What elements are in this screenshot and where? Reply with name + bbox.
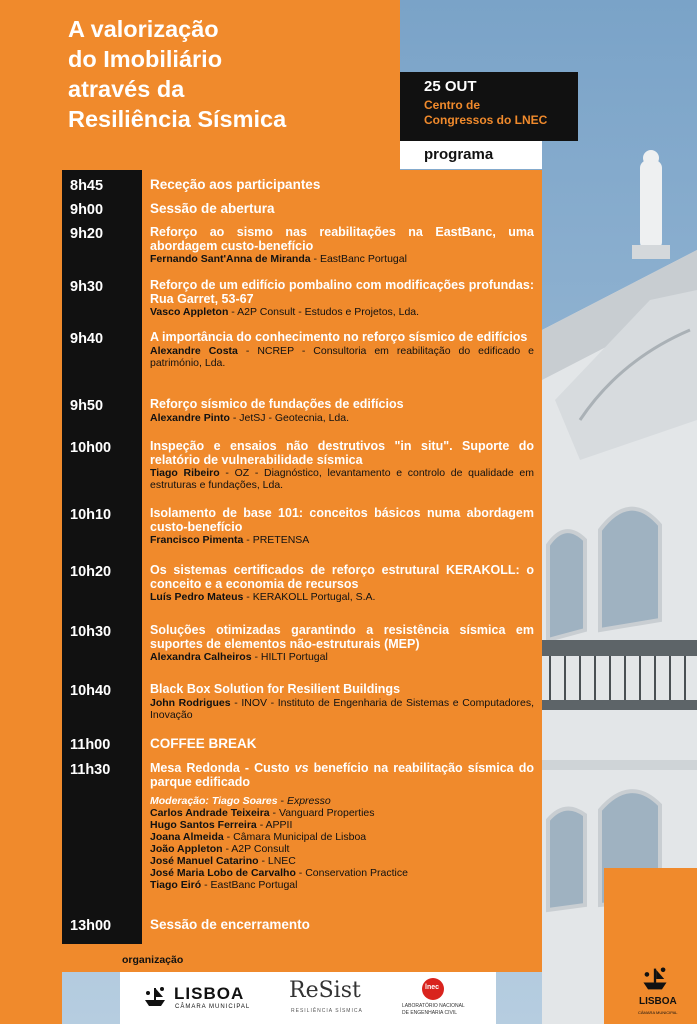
organization-label: organização bbox=[122, 954, 184, 966]
event-venue bbox=[424, 98, 547, 128]
speaker-name: John Rodrigues bbox=[150, 696, 231, 709]
speaker-line: João Appleton - A2P Consult bbox=[150, 843, 290, 855]
moderator: Moderação: Tiago Soares bbox=[150, 795, 278, 807]
speaker-name: Tiago Ribeiro bbox=[150, 467, 220, 479]
session-title: Inspeção e ensaios não destrutivos "in situ". Suporte do relatório de vulnerabilidade sísmica bbox=[150, 439, 534, 467]
moderator-org: Expresso bbox=[286, 795, 331, 807]
title-line: A valorização bbox=[68, 16, 219, 42]
speaker-line: José Manuel Catarino - LNEC bbox=[150, 855, 296, 867]
speaker-line: José Maria Lobo de Carvalho - Conservation Practice bbox=[150, 867, 408, 879]
speaker-name: Vasco Appleton bbox=[150, 306, 229, 318]
resist-logo-name: ReSist bbox=[289, 978, 361, 1003]
speaker-line: Fernando Sant'Anna de Miranda - EastBanc Portugal bbox=[150, 253, 407, 265]
title-line: do Imobiliário bbox=[68, 46, 223, 72]
organizer-logos-panel bbox=[120, 972, 496, 1024]
schedule-time: 10h20 bbox=[70, 564, 112, 580]
schedule-time: 9h40 bbox=[70, 331, 104, 347]
speaker-name: Fernando Sant'Anna de Miranda bbox=[150, 253, 311, 265]
speaker-org: HILTI Portugal bbox=[260, 651, 328, 663]
speaker-line: Tiago Eiró - EastBanc Portugal bbox=[150, 879, 298, 891]
title-line: através da bbox=[68, 76, 185, 102]
schedule-time: 10h00 bbox=[70, 440, 112, 456]
session-title: Os sistemas certificados de reforço estrutural KERAKOLL: o conceito e a economia de recursos bbox=[150, 563, 534, 591]
speaker-name: Alexandra Calheiros bbox=[150, 651, 252, 663]
speaker-name: Luís Pedro Mateus bbox=[150, 591, 244, 603]
speaker-org: NCREP - Consultoria em reabilitação do edificado e património, Lda. bbox=[150, 344, 534, 369]
moderation-line: Moderação: Tiago Soares - Expresso bbox=[150, 795, 331, 807]
speaker-line: Hugo Santos Ferreira - APPII bbox=[150, 819, 293, 831]
speaker-line: Francisco Pimenta - PRETENSA bbox=[150, 534, 310, 546]
speaker-org: A2P Consult - Estudos e Projetos, Lda. bbox=[237, 306, 420, 318]
session-title: Soluções otimizadas garantindo a resistência sísmica em suportes de elementos não-estruturais (MEP) bbox=[150, 623, 534, 651]
schedule-time: 9h30 bbox=[70, 279, 104, 295]
lnec-logo-abbr: lnec bbox=[425, 984, 440, 991]
session-title: Sessão de abertura bbox=[150, 201, 275, 216]
schedule-time: 8h45 bbox=[70, 178, 104, 194]
schedule-time: 13h00 bbox=[70, 918, 112, 934]
speaker-name: Alexandre Pinto bbox=[150, 411, 230, 424]
schedule-time: 10h30 bbox=[70, 624, 112, 640]
schedule-time: 9h50 bbox=[70, 398, 104, 414]
title-line: Resiliência Sísmica bbox=[68, 106, 287, 132]
session-title: A importância do conhecimento no reforço sísmico de edifícios bbox=[150, 330, 528, 344]
speaker-line: Carlos Andrade Teixeira - Vanguard Properties bbox=[150, 807, 375, 819]
speaker-org: INOV - Instituto de Engenharia de Sistemas e Computadores, Inovação bbox=[150, 696, 534, 721]
speaker-org: KERAKOLL Portugal, S.A. bbox=[252, 591, 376, 603]
lnec-logo-sub-1: LABORATÓRIO NACIONAL bbox=[402, 1003, 465, 1009]
resist-logo bbox=[285, 978, 375, 1018]
speaker-line: Vasco Appleton - A2P Consult - Estudos e Projetos, Lda. bbox=[150, 306, 420, 318]
left-orange-strip bbox=[0, 170, 62, 944]
resist-logo-sub: RESILIÊNCIA SÍSMICA bbox=[291, 1008, 363, 1014]
speaker-line: Alexandre Pinto - JetSJ - Geotecnia, Lda. bbox=[150, 411, 350, 424]
lisboa-logo-sub: CÂMARA MUNICIPAL bbox=[175, 1004, 251, 1010]
lnec-logo-sub-2: DE ENGENHARIA CIVIL bbox=[402, 1010, 458, 1016]
schedule-time: 10h40 bbox=[70, 683, 112, 699]
session-title: Receção aos participantes bbox=[150, 177, 321, 192]
date-box bbox=[400, 72, 578, 141]
speaker-line: Tiago Ribeiro - OZ - Diagnóstico, levantamento e controlo de qualidade em estruturas e fundações, Lda. bbox=[150, 467, 534, 491]
schedule-time: 9h20 bbox=[70, 226, 104, 242]
session-title: Mesa Redonda - Custo vs benefício na reabilitação sísmica do parque edificado bbox=[150, 761, 534, 789]
speaker-org: JetSJ - Geotecnia, Lda. bbox=[239, 411, 350, 424]
speaker-org: EastBanc Portugal bbox=[319, 253, 407, 265]
corner-logo-sub: CÂMARA MUNICIPAL bbox=[638, 1010, 678, 1015]
schedule-time: 11h30 bbox=[70, 762, 111, 778]
session-title: COFFEE BREAK bbox=[150, 736, 257, 751]
ship-emblem-icon bbox=[142, 984, 168, 1010]
session-title: Reforço ao sismo nas reabilitações na EastBanc, uma abordagem custo-benefício bbox=[150, 225, 534, 253]
lisboa-logo bbox=[142, 982, 262, 1016]
lisboa-logo-name: LISBOA bbox=[174, 984, 245, 1003]
venue-line: Centro de bbox=[424, 98, 481, 112]
schedule-time: 11h00 bbox=[70, 737, 111, 753]
footer-orange-strip bbox=[0, 944, 62, 1024]
speaker-line: John Rodrigues - INOV - Instituto de Engenharia de Sistemas e Computadores, Inovação bbox=[150, 696, 534, 721]
speaker-name: Alexandre Costa bbox=[150, 344, 238, 357]
speaker-name: Francisco Pimenta bbox=[150, 534, 244, 546]
session-title: Sessão de encerramento bbox=[150, 917, 310, 932]
venue-line: Congressos do LNEC bbox=[424, 113, 548, 127]
speaker-org: PRETENSA bbox=[252, 534, 310, 546]
speaker-line: Luís Pedro Mateus - KERAKOLL Portugal, S.A. bbox=[150, 591, 376, 603]
speaker-org: OZ - Diagnóstico, levantamento e controlo de qualidade em estruturas e fundações, Lda. bbox=[150, 467, 534, 491]
program-tab bbox=[400, 141, 542, 169]
schedule-time: 9h00 bbox=[70, 202, 104, 218]
ship-emblem-icon bbox=[640, 964, 670, 994]
speaker-line: Alexandra Calheiros - HILTI Portugal bbox=[150, 651, 328, 663]
event-title bbox=[68, 14, 398, 134]
session-title: Reforço de um edifício pombalino com modificações profundas: Rua Garret, 53-67 bbox=[150, 278, 534, 306]
speaker-line: Alexandre Costa - NCREP - Consultoria em reabilitação do edificado e património, Lda. bbox=[150, 344, 534, 369]
session-title: Isolamento de base 101: conceitos básicos numa abordagem custo-benefício bbox=[150, 506, 534, 534]
corner-orange-block bbox=[604, 868, 697, 1024]
schedule-time: 10h10 bbox=[70, 507, 112, 523]
event-date: 25 OUT bbox=[424, 78, 477, 95]
session-title: Black Box Solution for Resilient Buildings bbox=[150, 682, 401, 696]
lnec-logo bbox=[400, 978, 490, 1020]
speaker-line: Joana Almeida - Câmara Municipal de Lisboa bbox=[150, 831, 367, 843]
corner-logo-name: LISBOA bbox=[639, 996, 677, 1007]
session-title: Reforço sísmico de fundações de edifícios bbox=[150, 397, 404, 411]
program-label: programa bbox=[424, 146, 494, 163]
